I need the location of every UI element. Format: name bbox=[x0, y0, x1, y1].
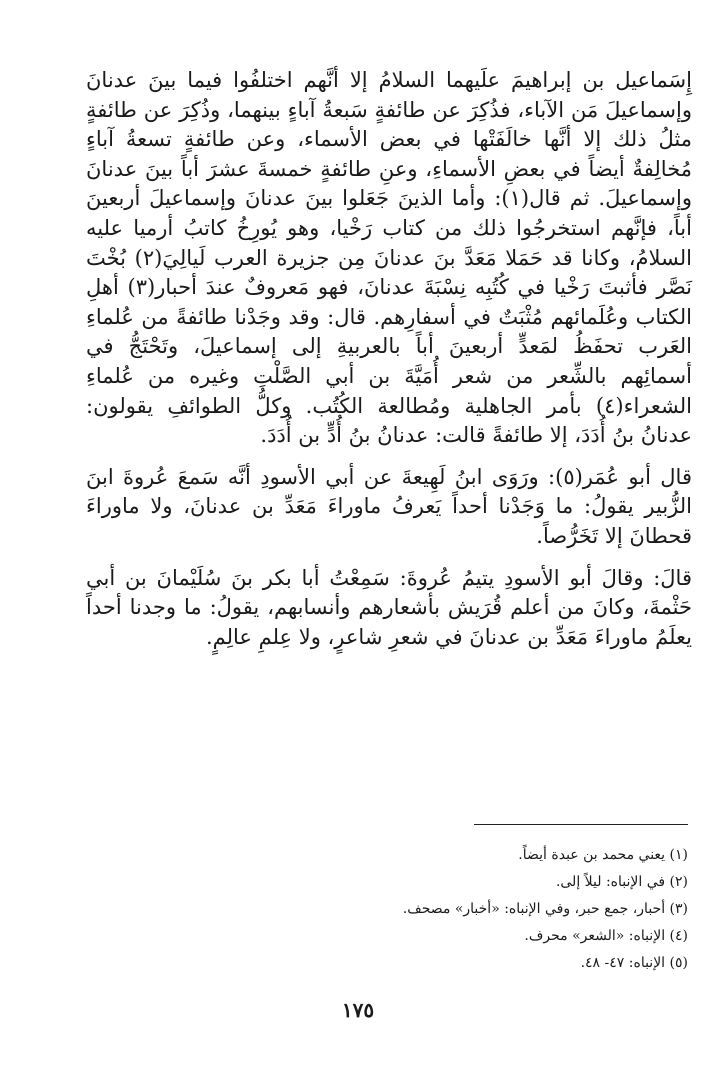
main-text bbox=[86, 66, 692, 652]
footnote-4: (٤) الإنباه: «الشعر» محرف. bbox=[524, 928, 688, 944]
paragraph-1: إِسَماعيل بن إبراهيمَ علَيهما السلامُ إلا أنَّهم اختلفُوا فيما بينَ عدنانَ وإسماعيلَ مَن الآباء، فذُكِرَ عن طائفةٍ سَبعةُ آباءٍ بينهما، وذُكِرَ عن طائفةٍ مثلُ ذلك إلا أنَّها خالَفَتْها في بعض الأسماء، وعن طائفةٍ تسعةُ آباءٍ مُخالِفةٌ أيضاً في بعضِ الأسماءِ، وعنِ طائفةٍ خمسةَ عشرَ أباً بينَ عدنانَ وإسماعيلَ. ثم قال(١): وأما الذينَ جَعَلوا بينَ عدنانَ وإسماعيلَ أربعينَ أباً، فإنَّهم استخرجُوا ذلك من كتاب رَخْيا، وهو يُورِخُ كاتبُ أرميا عليه السلامُ، وكانا قد حَمَلا مَعَدَّ بنَ عدنانَ مِن جزيرة العرب لَيالِيَ(٢) بُخْتَ نَصَّر فأثبتَ رَخْيا في كُتُبِه نِسْبَةَ عدنانَ، فهو مَعروفٌ عندَ أحبار(٣) أهلِ الكتاب وعُلَمائهم مُثْبَتٌ في أسفارِهم. قال: وقد وجَدْنا طائفةً من عُلماءِ العَرب تحفَظُ لمَعدٍّ أربعينَ أباً بالعربيةِ إلى إسماعيلَ، وتَحْتَجُّ في أسمائِهم بالشِّعر من شعر أُمَيَّةَ بن أبي الصَّلْتِ وغيره من عُلماءِ الشعراء(٤) بأمر الجاهلية ومُطالعة الكُتُب. وكلُّ الطوائفِ يقولون: عدنانُ بنُ أُدَدَ، إلا طائفةً قالت: عدنانُ بنُ أُدٍّ بن أُدَدَ. bbox=[86, 68, 692, 448]
paragraph-3: قالَ: وقالَ أبو الأسودِ يتيمُ عُروةَ: سَمِعْتُ أبا بكر بنَ سُلَيْمانَ بن أبي حَثْمةَ، وكانَ من أعلم قُرَيش بأشعارهم وأنسابهم، يقولُ: ما وجدنا أحداً يعلَمُ ماوراءَ مَعَدِّ بن عدنانَ في شعرِ شاعرٍ، ولا عِلمِ عالِمٍ. bbox=[86, 565, 692, 649]
footnotes bbox=[300, 842, 688, 977]
footnote-5: (٥) الإنباه: ٤٧- ٤٨. bbox=[580, 955, 688, 971]
page-number: ١٧٥ bbox=[341, 998, 375, 1022]
footnote-3: (٣) أحبار، جمع حبر، وفي الإنباه: «أخبار» مصحف. bbox=[402, 901, 688, 917]
footnote-separator bbox=[474, 824, 688, 825]
paragraph-2: قال أبو عُمَر(٥): ورَوَى ابنُ لَهِيعةَ عن أبي الأسودِ أنَّه سَمعَ عُروةَ ابنَ الزُّبير يقولُ: ما وَجَدْنا أحداً يَعرفُ ماوراءَ مَعَدِّ بن عدنانَ، ولا ماوراءَ قحطانَ إلا تَخَرُّصاً. bbox=[86, 464, 692, 548]
footnote-1: (١) يعني محمد بن عبدة أيضاً. bbox=[518, 847, 688, 863]
footnote-2: (٢) في الإنباه: ليلاً إلى. bbox=[555, 874, 688, 890]
